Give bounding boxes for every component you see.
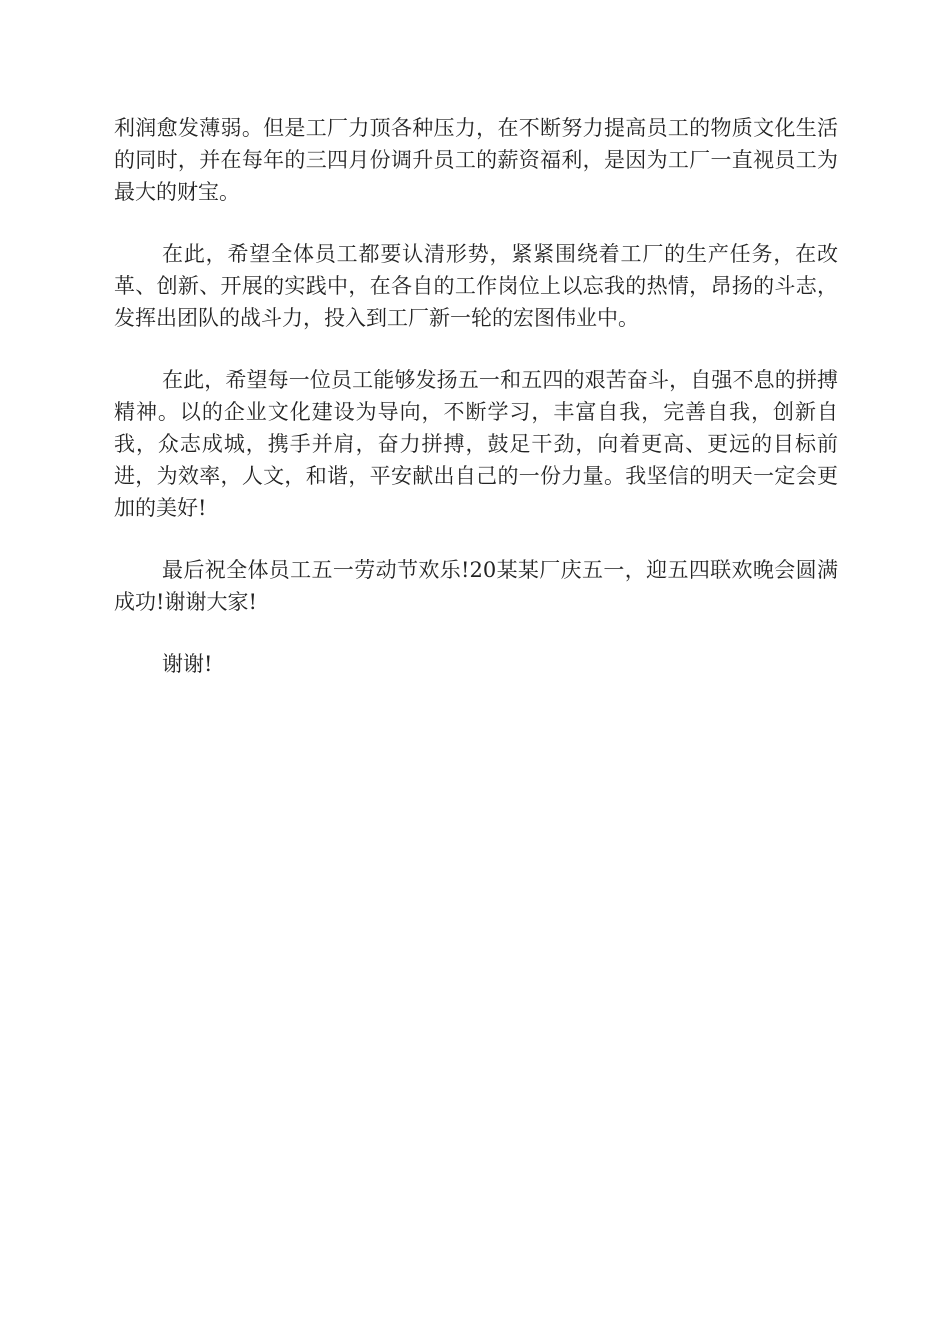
- paragraph-situation: 在此，希望全体员工都要认清形势，紧紧围绕着工厂的生产任务，在改革、创新、开展的实践中，在各自的工作岗位上以忘我的热情，昂扬的斗志，发挥出团队的战斗力，投入到工厂新一轮的宏图伟业中。: [114, 242, 838, 330]
- paragraph-closing: 谢谢!: [162, 652, 213, 676]
- paragraph-wishes: 最后祝全体员工五一劳动节欢乐!20某某厂庆五一，迎五四联欢晚会圆满成功!谢谢大家!: [114, 558, 838, 614]
- paragraph-continuation: 利润愈发薄弱。但是工厂力顶各种压力，在不断努力提高员工的物质文化生活的同时，并在每年的三四月份调升员工的薪资福利，是因为工厂一直视员工为最大的财宝。: [114, 116, 838, 204]
- paragraph-spirit: 在此，希望每一位员工能够发扬五一和五四的艰苦奋斗，自强不息的拼搏精神。以的企业文化建设为导向，不断学习，丰富自我，完善自我，创新自我，众志成城，携手并肩，奋力拼搏，鼓足干劲，向着更高、更远的目标前进，为效率，人文，和谐，平安献出自己的一份力量。我坚信的明天一定会更加的美好!: [114, 368, 838, 520]
- document-body: [114, 112, 838, 710]
